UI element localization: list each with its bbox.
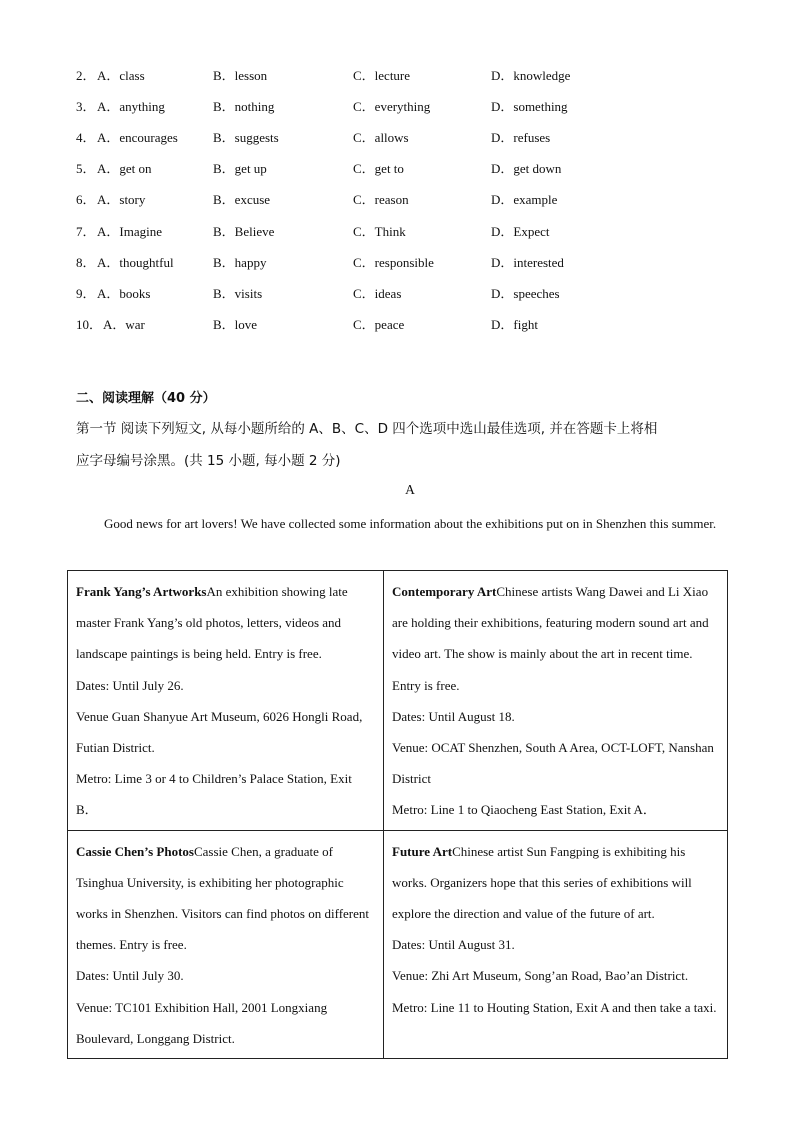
choice-d: D．example [491,192,558,207]
choice-d: D．knowledge [491,68,571,83]
question-number: 7． [76,224,96,239]
choice-c: C．Think [353,224,406,239]
exhibition-title: Future Art [392,843,453,859]
choice-d: D．something [491,99,568,114]
exhibition-desc: An exhibition showing late master Frank Yang’s old photos, letters, videos and landscape paintings is being held. Entry is free. [76,584,348,662]
passage-label: A [405,482,415,497]
exhibition-cell [384,571,728,831]
exhibition-venue: Venue: TC101 Exhibition Hall, 2001 Longxiang Boulevard, Longgang District. [76,999,328,1046]
choice-a: A．get on [97,161,152,176]
table-row [68,830,728,1058]
exhibition-cell [68,571,384,831]
choice-c: C．lecture [353,68,411,83]
question-number: 5． [76,161,96,176]
question-number: 4． [76,130,96,145]
exhibition-metro: Metro: Line 1 to Qiaocheng East Station, Exit A． [392,802,656,818]
choice-b: B．Believe [213,224,275,239]
choice-c: C．peace [353,317,405,332]
choice-b: B．suggests [213,130,279,145]
choice-d: D．refuses [491,130,551,145]
choice-a: A．anything [97,99,165,114]
choice-c: C．everything [353,99,431,114]
exhibition-cell [68,830,384,1058]
exhibition-desc: Chinese artists Wang Dawei and Li Xiao are holding their exhibitions, featuring modern sound art and video art. The show is mainly about the art in recent time. Entry is free. [392,584,709,693]
choice-d: D．fight [491,317,538,332]
question-number: 10． [76,317,103,332]
choice-d: D．Expect [491,224,550,239]
exhibition-dates: Dates: Until July 26. [76,677,184,693]
exhibition-dates: Dates: Until August 31. [392,937,515,953]
exhibition-dates: Dates: Until August 18. [392,708,515,724]
choice-b: B．nothing [213,99,275,114]
question-number: 8． [76,255,96,270]
choice-c: C．get to [353,161,404,176]
choice-c: C．allows [353,130,409,145]
choice-a: A．Imagine [97,224,162,239]
table-row [68,571,728,831]
exhibitions-table [67,570,728,1059]
choice-d: D．get down [491,161,562,176]
choice-a: A．story [97,192,146,207]
exhibition-cell [384,830,728,1058]
exhibition-title: Frank Yang’s Artworks [76,584,207,599]
choice-b: B．love [213,317,258,332]
passage-intro: Good news for art lovers! We have collected some information about the exhibitions put on in Shenzhen this summer. [104,516,717,531]
exhibition-venue: Venue: OCAT Shenzhen, South A Area, OCT-LOFT, Nanshan District [392,740,714,787]
question-number: 3． [76,99,96,114]
choice-b: B．lesson [213,68,268,83]
choice-d: D．interested [491,255,564,270]
choice-d: D．speeches [491,286,560,301]
choice-a: A．war [103,317,145,332]
exhibition-title: Contemporary Art [392,584,497,599]
choice-b: B．get up [213,161,267,176]
choice-a: A．encourages [97,130,178,145]
choice-b: B．visits [213,286,263,301]
choice-c: C．ideas [353,286,402,301]
exhibition-desc: Chinese artist Sun Fangping is exhibiting his works. Organizers hope that this series of exhibitions will explore the direction and value of the future of art. [392,843,692,922]
choice-c: C．responsible [353,255,434,270]
choice-c: C．reason [353,192,409,207]
exhibition-metro: Metro: Line 11 to Houting Station, Exit A and then take a taxi. [392,999,717,1015]
section-title: 二、阅读理解（40 分） [76,391,216,406]
question-number: 9． [76,286,96,301]
exhibition-title: Cassie Chen’s Photos [76,843,194,859]
exhibition-metro: Metro: Lime 3 or 4 to Children’s Palace Station, Exit B． [76,771,352,818]
instruction-line-1: 第一节 阅读下列短文, 从每小题所给的 A、B、C、D 四个选项中选山最佳选项, 并在答题卡上将相 [76,421,658,437]
choice-b: B．happy [213,255,267,270]
exhibition-dates: Dates: Until July 30. [76,968,184,984]
choice-a: A．books [97,286,151,301]
question-number: 6． [76,192,96,207]
exhibition-venue: Venue: Zhi Art Museum, Song’an Road, Bao’an District. [392,968,689,984]
choice-b: B．excuse [213,192,271,207]
instruction-line-2: 应字母编号涂黑。(共 15 小题, 每小题 2 分) [76,453,341,469]
choice-a: A．thoughtful [97,255,174,270]
exhibition-venue: Venue Guan Shanyue Art Museum, 6026 Hongli Road, Futian District. [76,708,363,756]
question-number: 2． [76,68,96,83]
choice-a: A．class [97,68,145,83]
exhibition-desc: Cassie Chen, a graduate of Tsinghua University, is exhibiting her photographic works in Shenzhen. Visitors can find photos on different themes. Entry is free. [76,843,370,953]
